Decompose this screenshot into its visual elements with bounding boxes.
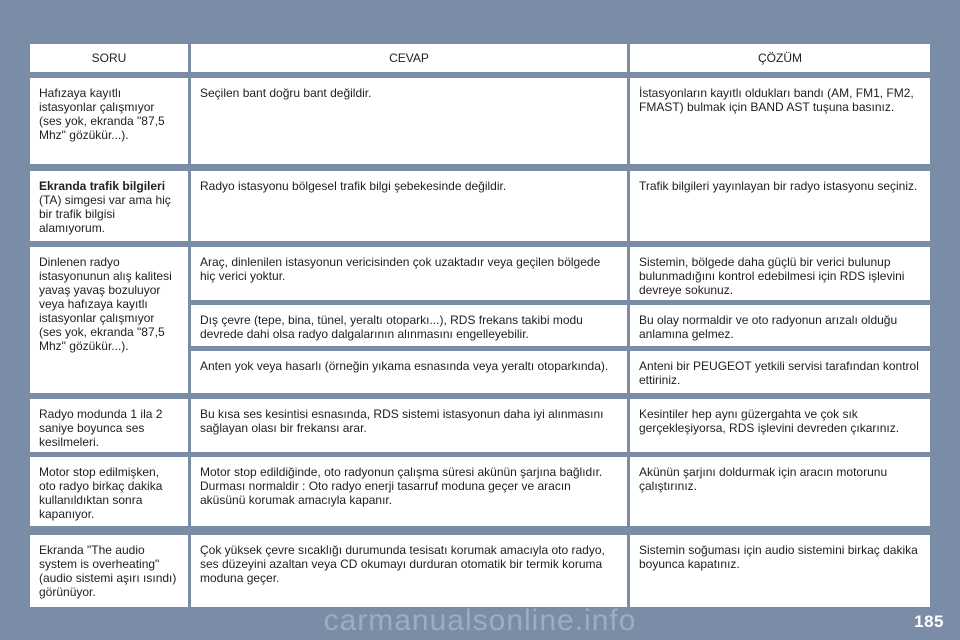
watermark: carmanualsonline.info — [323, 604, 637, 637]
row4-question: Radyo modunda 1 ila 2 saniye boyunca ses kesilmeleri. — [30, 399, 188, 452]
row5-answer-line1: Motor stop edildiğinde, oto radyonun çalışma süresi akünün şarjına bağlıdır. — [200, 465, 603, 479]
row5-answer-line2: Durması normaldir : Oto radyo enerji tasarruf moduna geçer ve aracın aküsünü korumak amacıyla kapanır. — [200, 479, 571, 507]
row5-answer — [191, 457, 627, 526]
row3c-answer: Anten yok veya hasarlı (örneğin yıkama esnasında veya yeraltı otoparkında). — [191, 351, 627, 393]
row1-answer: Seçilen bant doğru bant değildir. — [191, 78, 627, 164]
row2-answer: Radyo istasyonu bölgesel trafik bilgi şebekesinde değildir. — [191, 171, 627, 241]
row6-answer: Çok yüksek çevre sıcaklığı durumunda tesisatı korumak amacıyla oto radyo, ses düzeyini azaltan veya CD okumayı durduran otomatik bir termik koruma moduna geçer. — [191, 535, 627, 607]
row3b-solution: Bu olay normaldir ve oto radyonun arızalı olduğu anlamına gelmez. — [630, 305, 930, 346]
row1-solution: İstasyonların kayıtlı oldukları bandı (AM, FM1, FM2, FMAST) bulmak için BAND AST tuşuna basınız. — [630, 78, 930, 164]
header-solution: ÇÖZÜM — [630, 44, 930, 72]
row1-question: Hafızaya kayıtlı istasyonlar çalışmıyor (ses yok, ekranda "87,5 Mhz" gözükür...). — [30, 78, 188, 164]
troubleshooting-table — [30, 44, 930, 608]
row3b-answer: Dış çevre (tepe, bina, tünel, yeraltı otoparkı...), RDS frekans takibi modu devrede dahi olsa radyo dalgalarının alınmasını engelleyebilir. — [191, 305, 627, 346]
table-header — [30, 44, 930, 72]
header-question: SORU — [30, 44, 188, 72]
row3-question: Dinlenen radyo istasyonunun alış kalitesi yavaş yavaş bozuluyor veya hafızaya kayıtlı istasyonlar çalışmıyor (ses yok, ekranda "87,5 Mhz" gözükür...). — [30, 247, 188, 393]
page-number: 185 — [914, 612, 944, 631]
row6-solution: Sistemin soğuması için audio sistemini birkaç dakika boyunca kapatınız. — [630, 535, 930, 607]
row2-question — [30, 171, 188, 241]
row5-solution: Akünün şarjını doldurmak için aracın motorunu çalıştırınız. — [630, 457, 930, 526]
row4-solution: Kesintiler hep aynı güzergahta ve çok sık gerçekleşiyorsa, RDS işlevini devreden çıkarınız. — [630, 399, 930, 452]
row2-question-bold: Ekranda trafik bilgileri — [39, 179, 166, 193]
row2-solution: Trafik bilgileri yayınlayan bir radyo istasyonu seçiniz. — [630, 171, 930, 241]
row2-question-text: (TA) simgesi var ama hiç bir trafik bilgisi alamıyorum. — [39, 193, 171, 235]
row3c-solution: Anteni bir PEUGEOT yetkili servisi tarafından kontrol ettiriniz. — [630, 351, 930, 393]
row4-answer: Bu kısa ses kesintisi esnasında, RDS sistemi istasyonun daha iyi alınmasını sağlayan olası bir frekansı arar. — [191, 399, 627, 452]
header-answer: CEVAP — [191, 44, 627, 72]
row6-question: Ekranda "The audio system is overheating" (audio sistemi aşırı ısındı) görünüyor. — [30, 535, 188, 607]
row5-question: Motor stop edilmişken, oto radyo birkaç dakika kullanıldıktan sonra kapanıyor. — [30, 457, 188, 526]
row3-solution: Sistemin, bölgede daha güçlü bir verici bulunup bulunmadığını kontrol edebilmesi için RDS işlevini devreye sokunuz. — [630, 247, 930, 300]
row3-answer: Araç, dinlenilen istasyonun vericisinden çok uzaktadır veya geçilen bölgede hiç verici yoktur. — [191, 247, 627, 300]
